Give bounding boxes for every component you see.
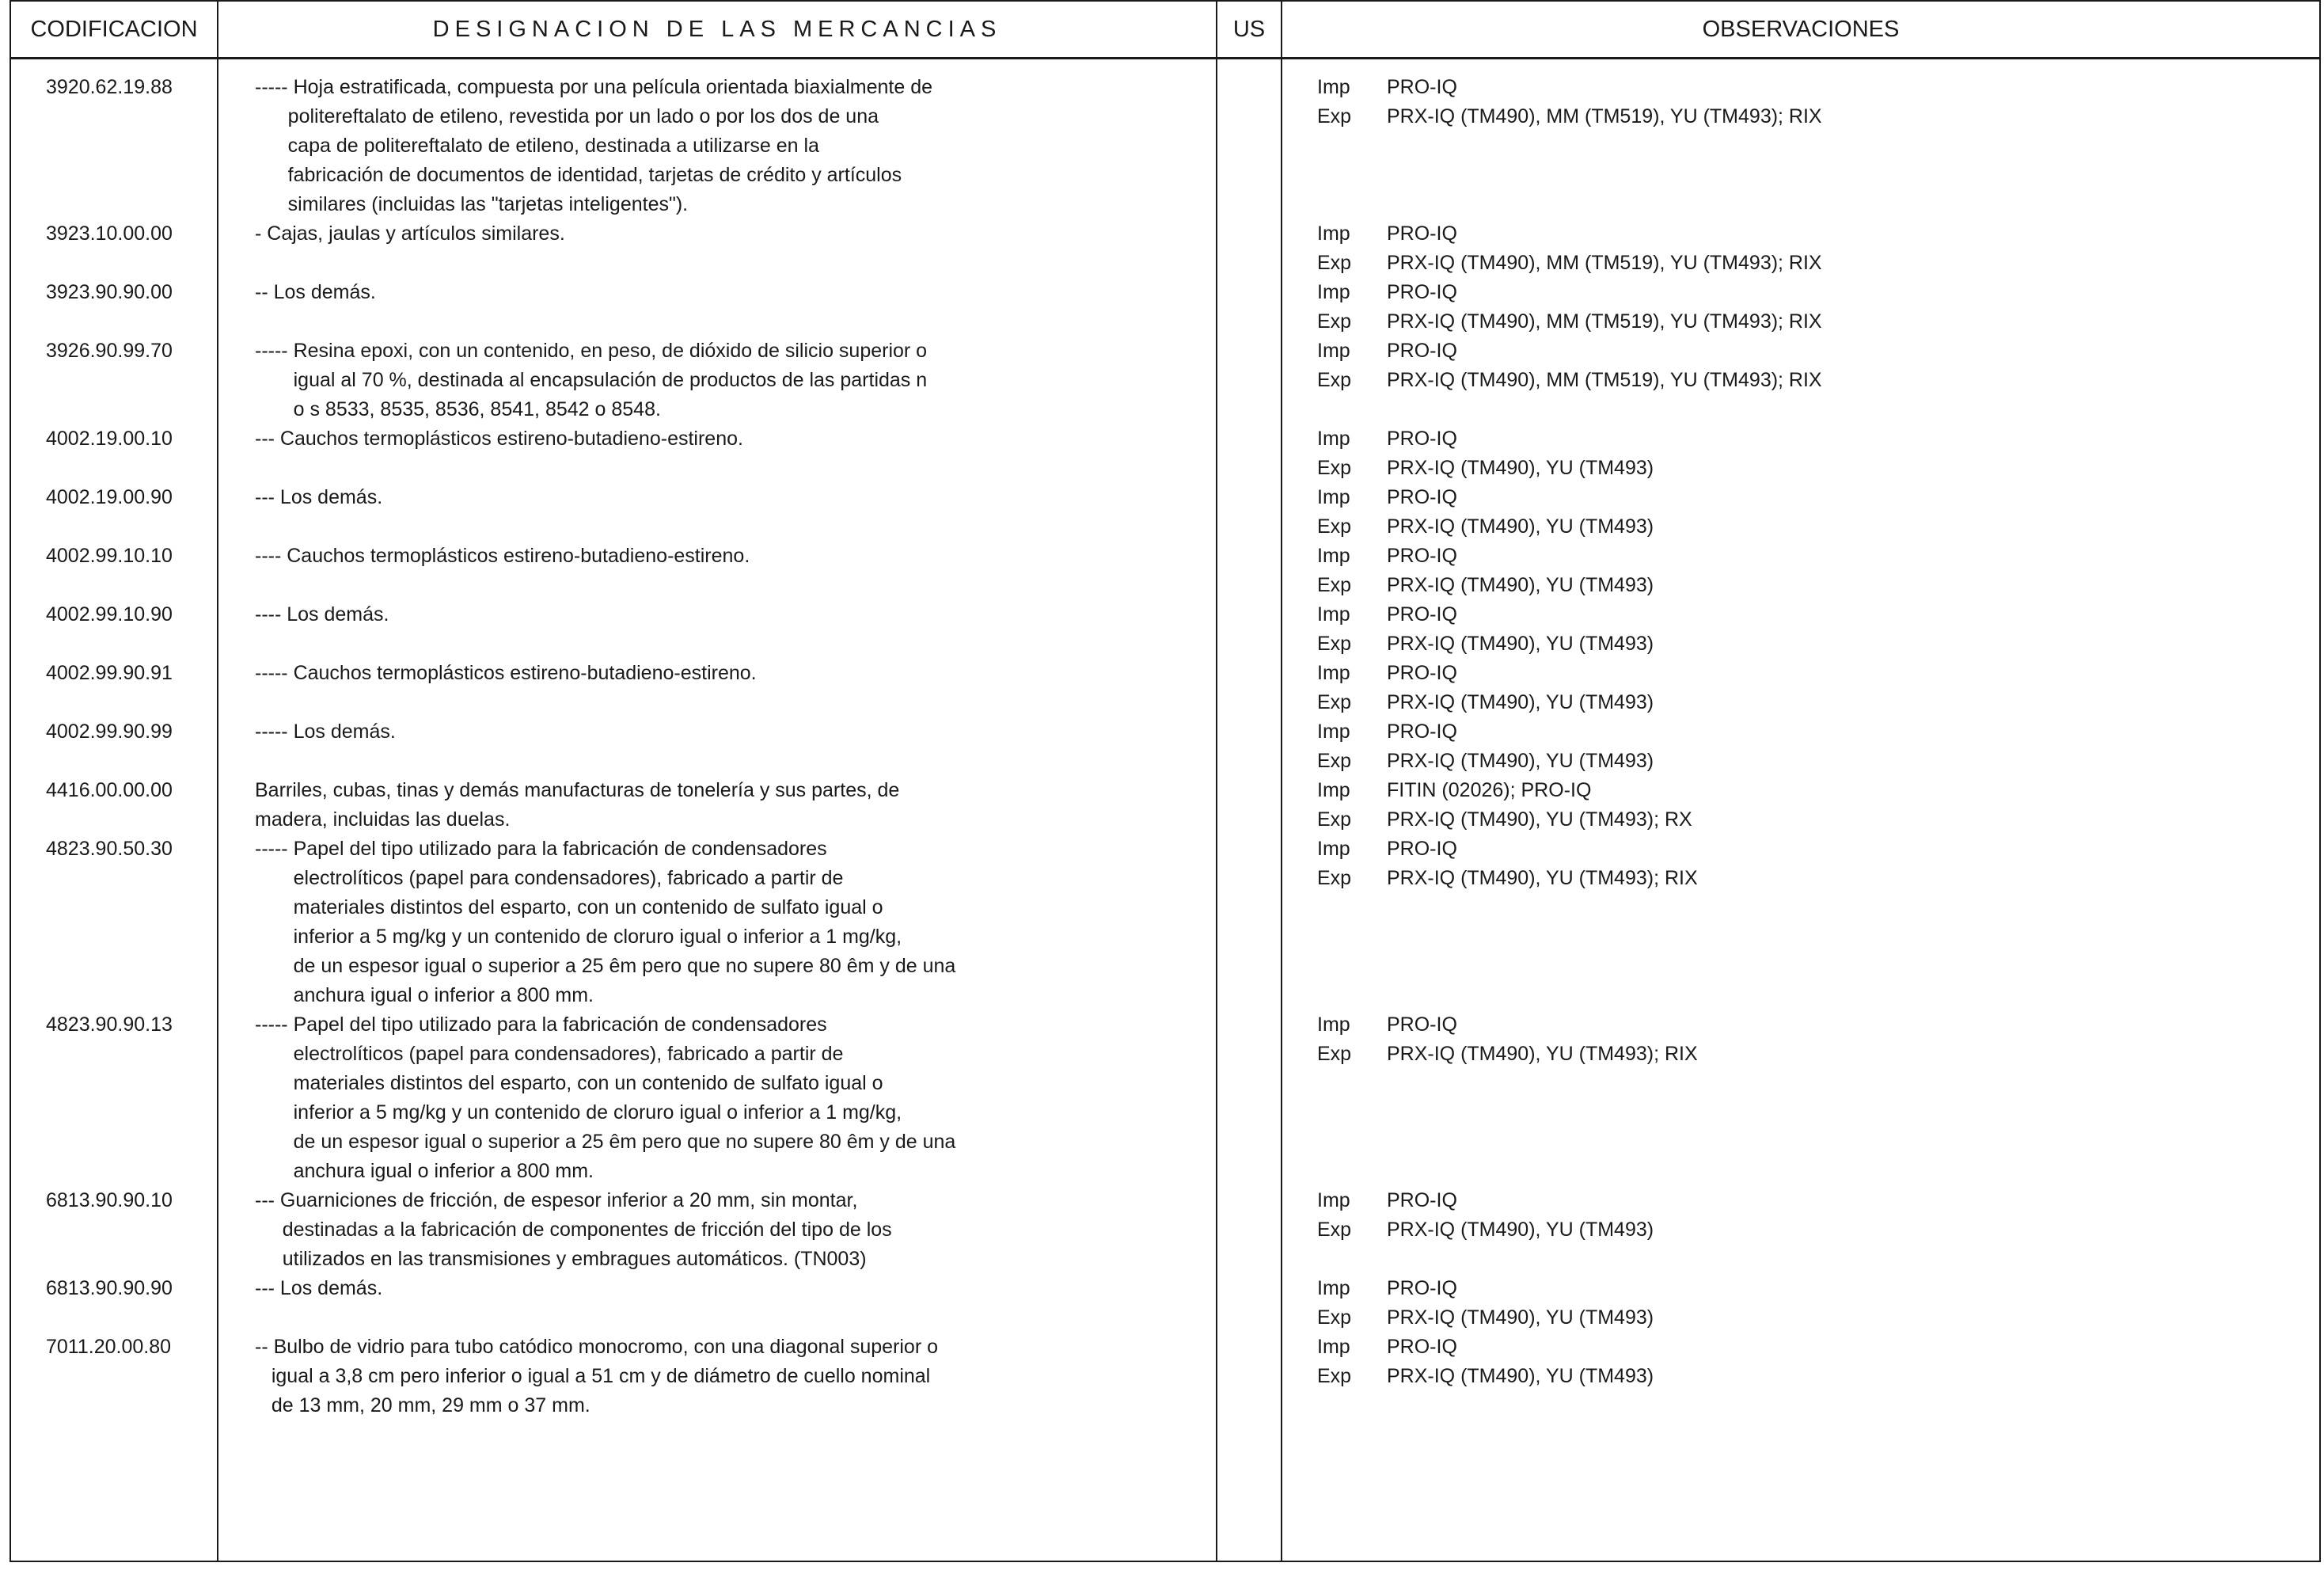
tariff-code: 7011.20.00.80 bbox=[46, 1336, 172, 1358]
observation-value: PRX-IQ (TM490), YU (TM493) bbox=[1387, 515, 1654, 538]
tariff-code: 4002.99.10.90 bbox=[46, 603, 173, 625]
tariff-code: 4002.99.10.10 bbox=[46, 545, 173, 567]
observations bbox=[1317, 1333, 2267, 1391]
tariff-code: 4002.99.90.91 bbox=[46, 662, 173, 684]
tariff-code: 6813.90.90.90 bbox=[46, 1277, 173, 1299]
tariff-code: 4002.19.00.90 bbox=[46, 486, 173, 508]
observation-value: PRX-IQ (TM490), YU (TM493) bbox=[1387, 1306, 1654, 1329]
observation-line bbox=[1317, 542, 2267, 571]
observation-value: PRX-IQ (TM490), YU (TM493) bbox=[1387, 750, 1654, 772]
observations bbox=[1317, 219, 2267, 278]
description-line: --- Guarniciones de fricción, de espesor inferior a 20 mm, sin montar, bbox=[255, 1189, 858, 1211]
observations bbox=[1317, 542, 2267, 600]
observation-type: Exp bbox=[1317, 310, 1352, 333]
observation-type: Imp bbox=[1317, 779, 1350, 801]
observation-type: Exp bbox=[1317, 105, 1352, 127]
observation-line bbox=[1317, 249, 2267, 278]
observations bbox=[1317, 1186, 2267, 1245]
observation-type: Imp bbox=[1317, 222, 1350, 245]
description-line: utilizados en las transmisiones y embragues automáticos. (TN003) bbox=[255, 1248, 867, 1270]
observation-type: Imp bbox=[1317, 1277, 1350, 1299]
observation-type: Imp bbox=[1317, 428, 1350, 450]
observation-line bbox=[1317, 219, 2267, 249]
description-line: ----- Cauchos termoplásticos estireno-butadieno-estireno. bbox=[255, 662, 757, 684]
description-line: Barriles, cubas, tinas y demás manufacturas de tonelería y sus partes, de bbox=[255, 779, 900, 801]
description-line: materiales distintos del esparto, con un contenido de sulfato igual o bbox=[255, 1072, 883, 1094]
description-line: materiales distintos del esparto, con un contenido de sulfato igual o bbox=[255, 896, 883, 918]
observation-line bbox=[1317, 688, 2267, 717]
observation-value: PRX-IQ (TM490), YU (TM493); RX bbox=[1387, 808, 1692, 831]
goods-description bbox=[255, 1186, 1221, 1274]
observation-line bbox=[1317, 1215, 2267, 1245]
description-line: ---- Los demás. bbox=[255, 603, 389, 625]
goods-description bbox=[255, 483, 1221, 512]
observation-value: PRO-IQ bbox=[1387, 838, 1457, 860]
observations bbox=[1317, 337, 2267, 395]
observation-type: Exp bbox=[1317, 633, 1352, 655]
observation-line bbox=[1317, 366, 2267, 395]
tariff-code: 6813.90.90.10 bbox=[46, 1189, 173, 1211]
observation-type: Imp bbox=[1317, 662, 1350, 684]
description-line: --- Los demás. bbox=[255, 486, 383, 508]
tariff-code: 4416.00.00.00 bbox=[46, 779, 173, 801]
description-line: ----- Papel del tipo utilizado para la fabricación de condensadores bbox=[255, 838, 827, 860]
description-line: ----- Resina epoxi, con un contenido, en peso, de dióxido de silicio superior o bbox=[255, 340, 928, 362]
description-line: ----- Hoja estratificada, compuesta por una película orientada biaxialmente de bbox=[255, 76, 933, 98]
observation-type: Exp bbox=[1317, 515, 1352, 538]
observation-value: PRO-IQ bbox=[1387, 486, 1457, 508]
observation-line bbox=[1317, 571, 2267, 600]
tariff-code: 4823.90.50.30 bbox=[46, 838, 173, 860]
observation-value: PRX-IQ (TM490), YU (TM493) bbox=[1387, 1365, 1654, 1387]
description-line: inferior a 5 mg/kg y un contenido de cloruro igual o inferior a 1 mg/kg, bbox=[255, 926, 902, 948]
header-codificacion: CODIFICACION bbox=[30, 16, 198, 42]
observation-type: Exp bbox=[1317, 1043, 1352, 1065]
observation-value: PRO-IQ bbox=[1387, 222, 1457, 245]
description-line: madera, incluidas las duelas. bbox=[255, 808, 511, 831]
observation-value: PRX-IQ (TM490), YU (TM493) bbox=[1387, 633, 1654, 655]
observation-type: Exp bbox=[1317, 1365, 1352, 1387]
observation-line bbox=[1317, 776, 2267, 805]
observation-value: PRX-IQ (TM490), MM (TM519), YU (TM493); RIX bbox=[1387, 310, 1822, 333]
column-divider-us bbox=[1281, 0, 1282, 1562]
observation-line bbox=[1317, 1186, 2267, 1215]
observation-type: Exp bbox=[1317, 867, 1352, 889]
observation-line bbox=[1317, 1274, 2267, 1303]
goods-description bbox=[255, 337, 1221, 424]
header-observaciones: OBSERVACIONES bbox=[1702, 16, 1900, 42]
observation-line bbox=[1317, 1010, 2267, 1040]
observation-line bbox=[1317, 747, 2267, 776]
observation-line bbox=[1317, 278, 2267, 307]
tariff-code: 3923.90.90.00 bbox=[46, 281, 173, 303]
description-line: electrolíticos (papel para condensadores), fabricado a partir de bbox=[255, 867, 844, 889]
goods-description bbox=[255, 1333, 1221, 1420]
description-line: electrolíticos (papel para condensadores), fabricado a partir de bbox=[255, 1043, 844, 1065]
observation-line bbox=[1317, 73, 2267, 102]
header-designacion: DESIGNACION DE LAS MERCANCIAS bbox=[432, 16, 1002, 42]
observation-value: PRX-IQ (TM490), YU (TM493); RIX bbox=[1387, 1043, 1698, 1065]
observation-type: Exp bbox=[1317, 1306, 1352, 1329]
header-us: US bbox=[1232, 16, 1266, 42]
description-line: de un espesor igual o superior a 25 êm pero que no supere 80 êm y de una bbox=[255, 955, 956, 977]
goods-description bbox=[255, 835, 1221, 1010]
observation-type: Exp bbox=[1317, 808, 1352, 831]
goods-description bbox=[255, 278, 1221, 307]
goods-description bbox=[255, 600, 1221, 629]
observations bbox=[1317, 1010, 2267, 1069]
tariff-code: 3920.62.19.88 bbox=[46, 76, 173, 98]
description-line: - Cajas, jaulas y artículos similares. bbox=[255, 222, 565, 245]
observations bbox=[1317, 73, 2267, 131]
observation-value: PRX-IQ (TM490), YU (TM493) bbox=[1387, 691, 1654, 713]
left-border bbox=[9, 0, 11, 1562]
observation-line bbox=[1317, 600, 2267, 629]
observation-value: PRO-IQ bbox=[1387, 662, 1457, 684]
observations bbox=[1317, 483, 2267, 542]
description-line: politereftalato de etileno, revestida por un lado o por los dos de una bbox=[255, 105, 879, 127]
observation-line bbox=[1317, 512, 2267, 542]
observation-line bbox=[1317, 337, 2267, 366]
observations bbox=[1317, 424, 2267, 483]
observation-type: Exp bbox=[1317, 574, 1352, 596]
observation-type: Exp bbox=[1317, 691, 1352, 713]
observation-line bbox=[1317, 835, 2267, 864]
observation-value: PRO-IQ bbox=[1387, 1336, 1457, 1358]
goods-description bbox=[255, 424, 1221, 454]
tariff-code: 3923.10.00.00 bbox=[46, 222, 173, 245]
description-line: similares (incluidas las "tarjetas inteligentes"). bbox=[255, 193, 689, 215]
observation-line bbox=[1317, 1362, 2267, 1391]
description-line: ---- Cauchos termoplásticos estireno-butadieno-estireno. bbox=[255, 545, 750, 567]
observation-type: Imp bbox=[1317, 838, 1350, 860]
observation-line bbox=[1317, 1040, 2267, 1069]
observation-line bbox=[1317, 717, 2267, 747]
goods-description bbox=[255, 542, 1221, 571]
observation-value: PRO-IQ bbox=[1387, 545, 1457, 567]
observation-line bbox=[1317, 307, 2267, 337]
description-line: de un espesor igual o superior a 25 êm pero que no supere 80 êm y de una bbox=[255, 1131, 956, 1153]
description-line: anchura igual o inferior a 800 mm. bbox=[255, 984, 594, 1006]
tariff-code: 4002.99.90.99 bbox=[46, 721, 173, 743]
observation-value: PRX-IQ (TM490), MM (TM519), YU (TM493); RIX bbox=[1387, 369, 1822, 391]
observation-value: PRX-IQ (TM490), YU (TM493) bbox=[1387, 457, 1654, 479]
description-line: de 13 mm, 20 mm, 29 mm o 37 mm. bbox=[255, 1394, 590, 1416]
observation-value: PRO-IQ bbox=[1387, 1189, 1457, 1211]
observation-type: Imp bbox=[1317, 1336, 1350, 1358]
right-border bbox=[2319, 0, 2321, 1562]
description-line: o s 8533, 8535, 8536, 8541, 8542 o 8548. bbox=[255, 398, 661, 420]
observation-type: Imp bbox=[1317, 603, 1350, 625]
observation-line bbox=[1317, 659, 2267, 688]
observation-type: Exp bbox=[1317, 1219, 1352, 1241]
observation-line bbox=[1317, 1333, 2267, 1362]
observation-type: Imp bbox=[1317, 76, 1350, 98]
observation-value: FITIN (02026); PRO-IQ bbox=[1387, 779, 1592, 801]
observation-line bbox=[1317, 454, 2267, 483]
goods-description bbox=[255, 1010, 1221, 1186]
description-line: igual al 70 %, destinada al encapsulación de productos de las partidas n bbox=[255, 369, 928, 391]
observation-type: Exp bbox=[1317, 750, 1352, 772]
observation-value: PRO-IQ bbox=[1387, 76, 1457, 98]
observation-type: Imp bbox=[1317, 340, 1350, 362]
goods-description bbox=[255, 659, 1221, 688]
observation-value: PRX-IQ (TM490), YU (TM493) bbox=[1387, 574, 1654, 596]
observation-value: PRO-IQ bbox=[1387, 603, 1457, 625]
observation-line bbox=[1317, 864, 2267, 893]
description-line: --- Cauchos termoplásticos estireno-butadieno-estireno. bbox=[255, 428, 743, 450]
tariff-code: 3926.90.99.70 bbox=[46, 340, 173, 362]
description-line: ----- Papel del tipo utilizado para la fabricación de condensadores bbox=[255, 1013, 827, 1036]
observations bbox=[1317, 717, 2267, 776]
goods-description bbox=[255, 1274, 1221, 1303]
observations bbox=[1317, 1274, 2267, 1333]
description-line: anchura igual o inferior a 800 mm. bbox=[255, 1160, 594, 1182]
bottom-border bbox=[9, 1561, 2321, 1562]
observation-type: Exp bbox=[1317, 369, 1352, 391]
observation-type: Exp bbox=[1317, 457, 1352, 479]
observation-type: Imp bbox=[1317, 545, 1350, 567]
tariff-code: 4002.19.00.10 bbox=[46, 428, 173, 450]
observation-value: PRO-IQ bbox=[1387, 721, 1457, 743]
observation-type: Imp bbox=[1317, 1189, 1350, 1211]
description-line: destinadas a la fabricación de componentes de fricción del tipo de los bbox=[255, 1219, 892, 1241]
column-divider-code bbox=[217, 0, 218, 1562]
observation-value: PRX-IQ (TM490), MM (TM519), YU (TM493); RIX bbox=[1387, 252, 1822, 274]
observation-line bbox=[1317, 102, 2267, 131]
observation-line bbox=[1317, 483, 2267, 512]
observation-value: PRO-IQ bbox=[1387, 340, 1457, 362]
observation-value: PRO-IQ bbox=[1387, 1277, 1457, 1299]
observation-value: PRO-IQ bbox=[1387, 281, 1457, 303]
observation-type: Imp bbox=[1317, 281, 1350, 303]
description-line: -- Bulbo de vidrio para tubo catódico monocromo, con una diagonal superior o bbox=[255, 1336, 939, 1358]
observation-line bbox=[1317, 629, 2267, 659]
observation-type: Exp bbox=[1317, 252, 1352, 274]
observation-type: Imp bbox=[1317, 486, 1350, 508]
observations bbox=[1317, 278, 2267, 337]
description-line: fabricación de documentos de identidad, tarjetas de crédito y artículos bbox=[255, 164, 902, 186]
description-line: -- Los demás. bbox=[255, 281, 376, 303]
observations bbox=[1317, 659, 2267, 717]
goods-description bbox=[255, 219, 1221, 249]
goods-description bbox=[255, 73, 1221, 219]
description-line: inferior a 5 mg/kg y un contenido de cloruro igual o inferior a 1 mg/kg, bbox=[255, 1101, 902, 1124]
tariff-code: 4823.90.90.13 bbox=[46, 1013, 173, 1036]
observations bbox=[1317, 600, 2267, 659]
observation-line bbox=[1317, 424, 2267, 454]
observation-line bbox=[1317, 1303, 2267, 1333]
description-line: ----- Los demás. bbox=[255, 721, 396, 743]
description-line: --- Los demás. bbox=[255, 1277, 383, 1299]
observation-value: PRX-IQ (TM490), MM (TM519), YU (TM493); RIX bbox=[1387, 105, 1822, 127]
goods-description bbox=[255, 717, 1221, 747]
observation-type: Imp bbox=[1317, 1013, 1350, 1036]
observation-value: PRO-IQ bbox=[1387, 428, 1457, 450]
observation-line bbox=[1317, 805, 2267, 835]
observations bbox=[1317, 835, 2267, 893]
observations bbox=[1317, 776, 2267, 835]
observation-value: PRX-IQ (TM490), YU (TM493) bbox=[1387, 1219, 1654, 1241]
description-line: igual a 3,8 cm pero inferior o igual a 51 cm y de diámetro de cuello nominal bbox=[255, 1365, 931, 1387]
observation-value: PRO-IQ bbox=[1387, 1013, 1457, 1036]
observation-type: Imp bbox=[1317, 721, 1350, 743]
observation-value: PRX-IQ (TM490), YU (TM493); RIX bbox=[1387, 867, 1698, 889]
description-line: capa de politereftalato de etileno, destinada a utilizarse en la bbox=[255, 135, 819, 157]
goods-description bbox=[255, 776, 1221, 835]
